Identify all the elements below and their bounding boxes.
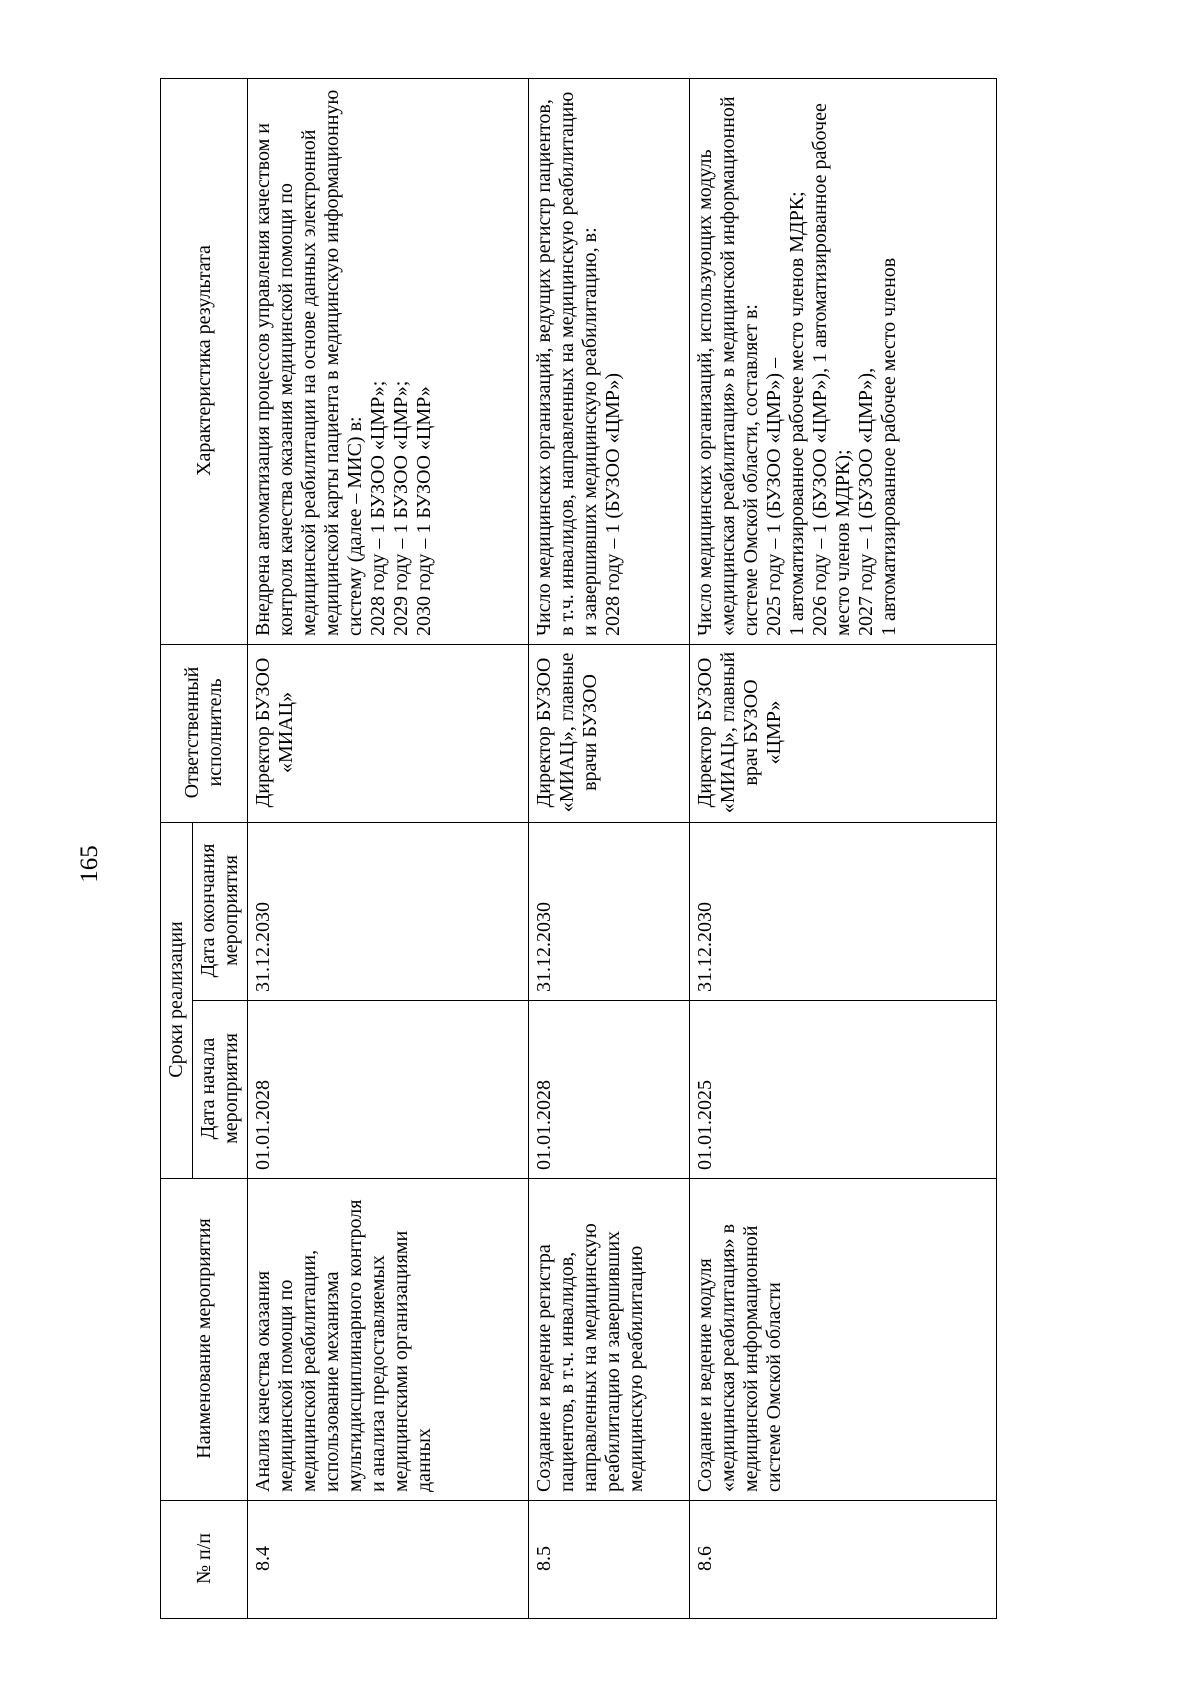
row-number: 8.4 <box>248 1501 529 1619</box>
header-result: Характеристика результата <box>161 78 248 644</box>
result-line: 2028 году – 1 БУЗОО «ЦМР»; <box>367 380 389 636</box>
result-line: 2028 году – 1 (БУЗОО «ЦМР») <box>602 372 624 636</box>
header-name: Наименование мероприятия <box>161 1179 248 1501</box>
header-period: Сроки реализации <box>161 822 193 1178</box>
result-line: Число медицинских организаций, ведущих регистр пациентов, в т.ч. инвалидов, направленных на медицинскую реабилитацию и завершивших медицинскую реабилитацию, в: <box>533 91 601 636</box>
result-line: 2026 году – 1 (БУЗОО «ЦМР»), 1 автоматизированное рабочее место членов МДРК); <box>809 103 854 636</box>
table-row <box>529 78 690 1618</box>
table-row <box>690 78 997 1618</box>
end-date: 31.12.2030 <box>690 822 997 1000</box>
activity-name: Создание и ведение модуля «медицинская реабилитация» в медицинской информационной системе Омской области <box>690 1179 997 1501</box>
plan-table <box>160 78 997 1619</box>
activity-name: Создание и ведение регистра пациентов, в т.ч. инвалидов, направленных на медицинскую реабилитацию и завершивших медицинскую реабилитацию <box>529 1179 690 1501</box>
end-date: 31.12.2030 <box>248 822 529 1000</box>
result-description <box>248 78 529 644</box>
result-line: 2029 году – 1 БУЗОО «ЦМР»; <box>390 380 412 636</box>
result-line: Внедрена автоматизация процессов управления качеством и контроля качества оказания медицинской помощи по медицинской реабилитации на основе данных электронной медицинской карты пациента в медицинскую информационную систему (далее – МИС) в: <box>252 89 366 636</box>
header-end-date: Дата окончания мероприятия <box>193 822 248 1000</box>
header-num: № п/п <box>161 1501 248 1619</box>
activity-name: Анализ качества оказания медицинской помощи по медицинской реабилитации, использование механизма мультидисциплинарного контроля и анализа предоставляемых медицинскими организациями данных <box>248 1179 529 1501</box>
header-responsible: Ответственный исполнитель <box>161 644 248 822</box>
start-date: 01.01.2028 <box>529 1001 690 1179</box>
result-line: 2030 году – 1 БУЗОО «ЦМР» <box>413 386 435 636</box>
result-description <box>529 78 690 644</box>
table-header <box>161 78 248 1618</box>
row-number: 8.6 <box>690 1501 997 1619</box>
result-description <box>690 78 997 644</box>
result-line: 1 автоматизированное рабочее место членов <box>878 257 900 636</box>
result-line: Число медицинских организаций, использующих модуль «медицинская реабилитация» в медицинской информационной системе Омской области, составляет в: <box>694 96 762 636</box>
responsible-executor: Директор БУЗОО «МИАЦ», главные врачи БУЗОО <box>529 644 690 822</box>
header-start-date: Дата начала мероприятия <box>193 1001 248 1179</box>
page-number: 165 <box>76 845 103 883</box>
start-date: 01.01.2028 <box>248 1001 529 1179</box>
rotated-page-content <box>160 79 997 1619</box>
result-line: 1 автоматизированное рабочее место членов МДРК; <box>786 191 808 636</box>
responsible-executor: Директор БУЗОО «МИАЦ» <box>248 644 529 822</box>
row-number: 8.5 <box>529 1501 690 1619</box>
responsible-executor: Директор БУЗОО «МИАЦ», главный врач БУЗОО «ЦМР» <box>690 644 997 822</box>
table-row <box>248 78 529 1618</box>
start-date: 01.01.2025 <box>690 1001 997 1179</box>
end-date: 31.12.2030 <box>529 822 690 1000</box>
result-line: 2025 году – 1 (БУЗОО «ЦМР») – <box>763 357 785 636</box>
result-line: 2027 году – 1 (БУЗОО «ЦМР»), <box>855 367 877 636</box>
